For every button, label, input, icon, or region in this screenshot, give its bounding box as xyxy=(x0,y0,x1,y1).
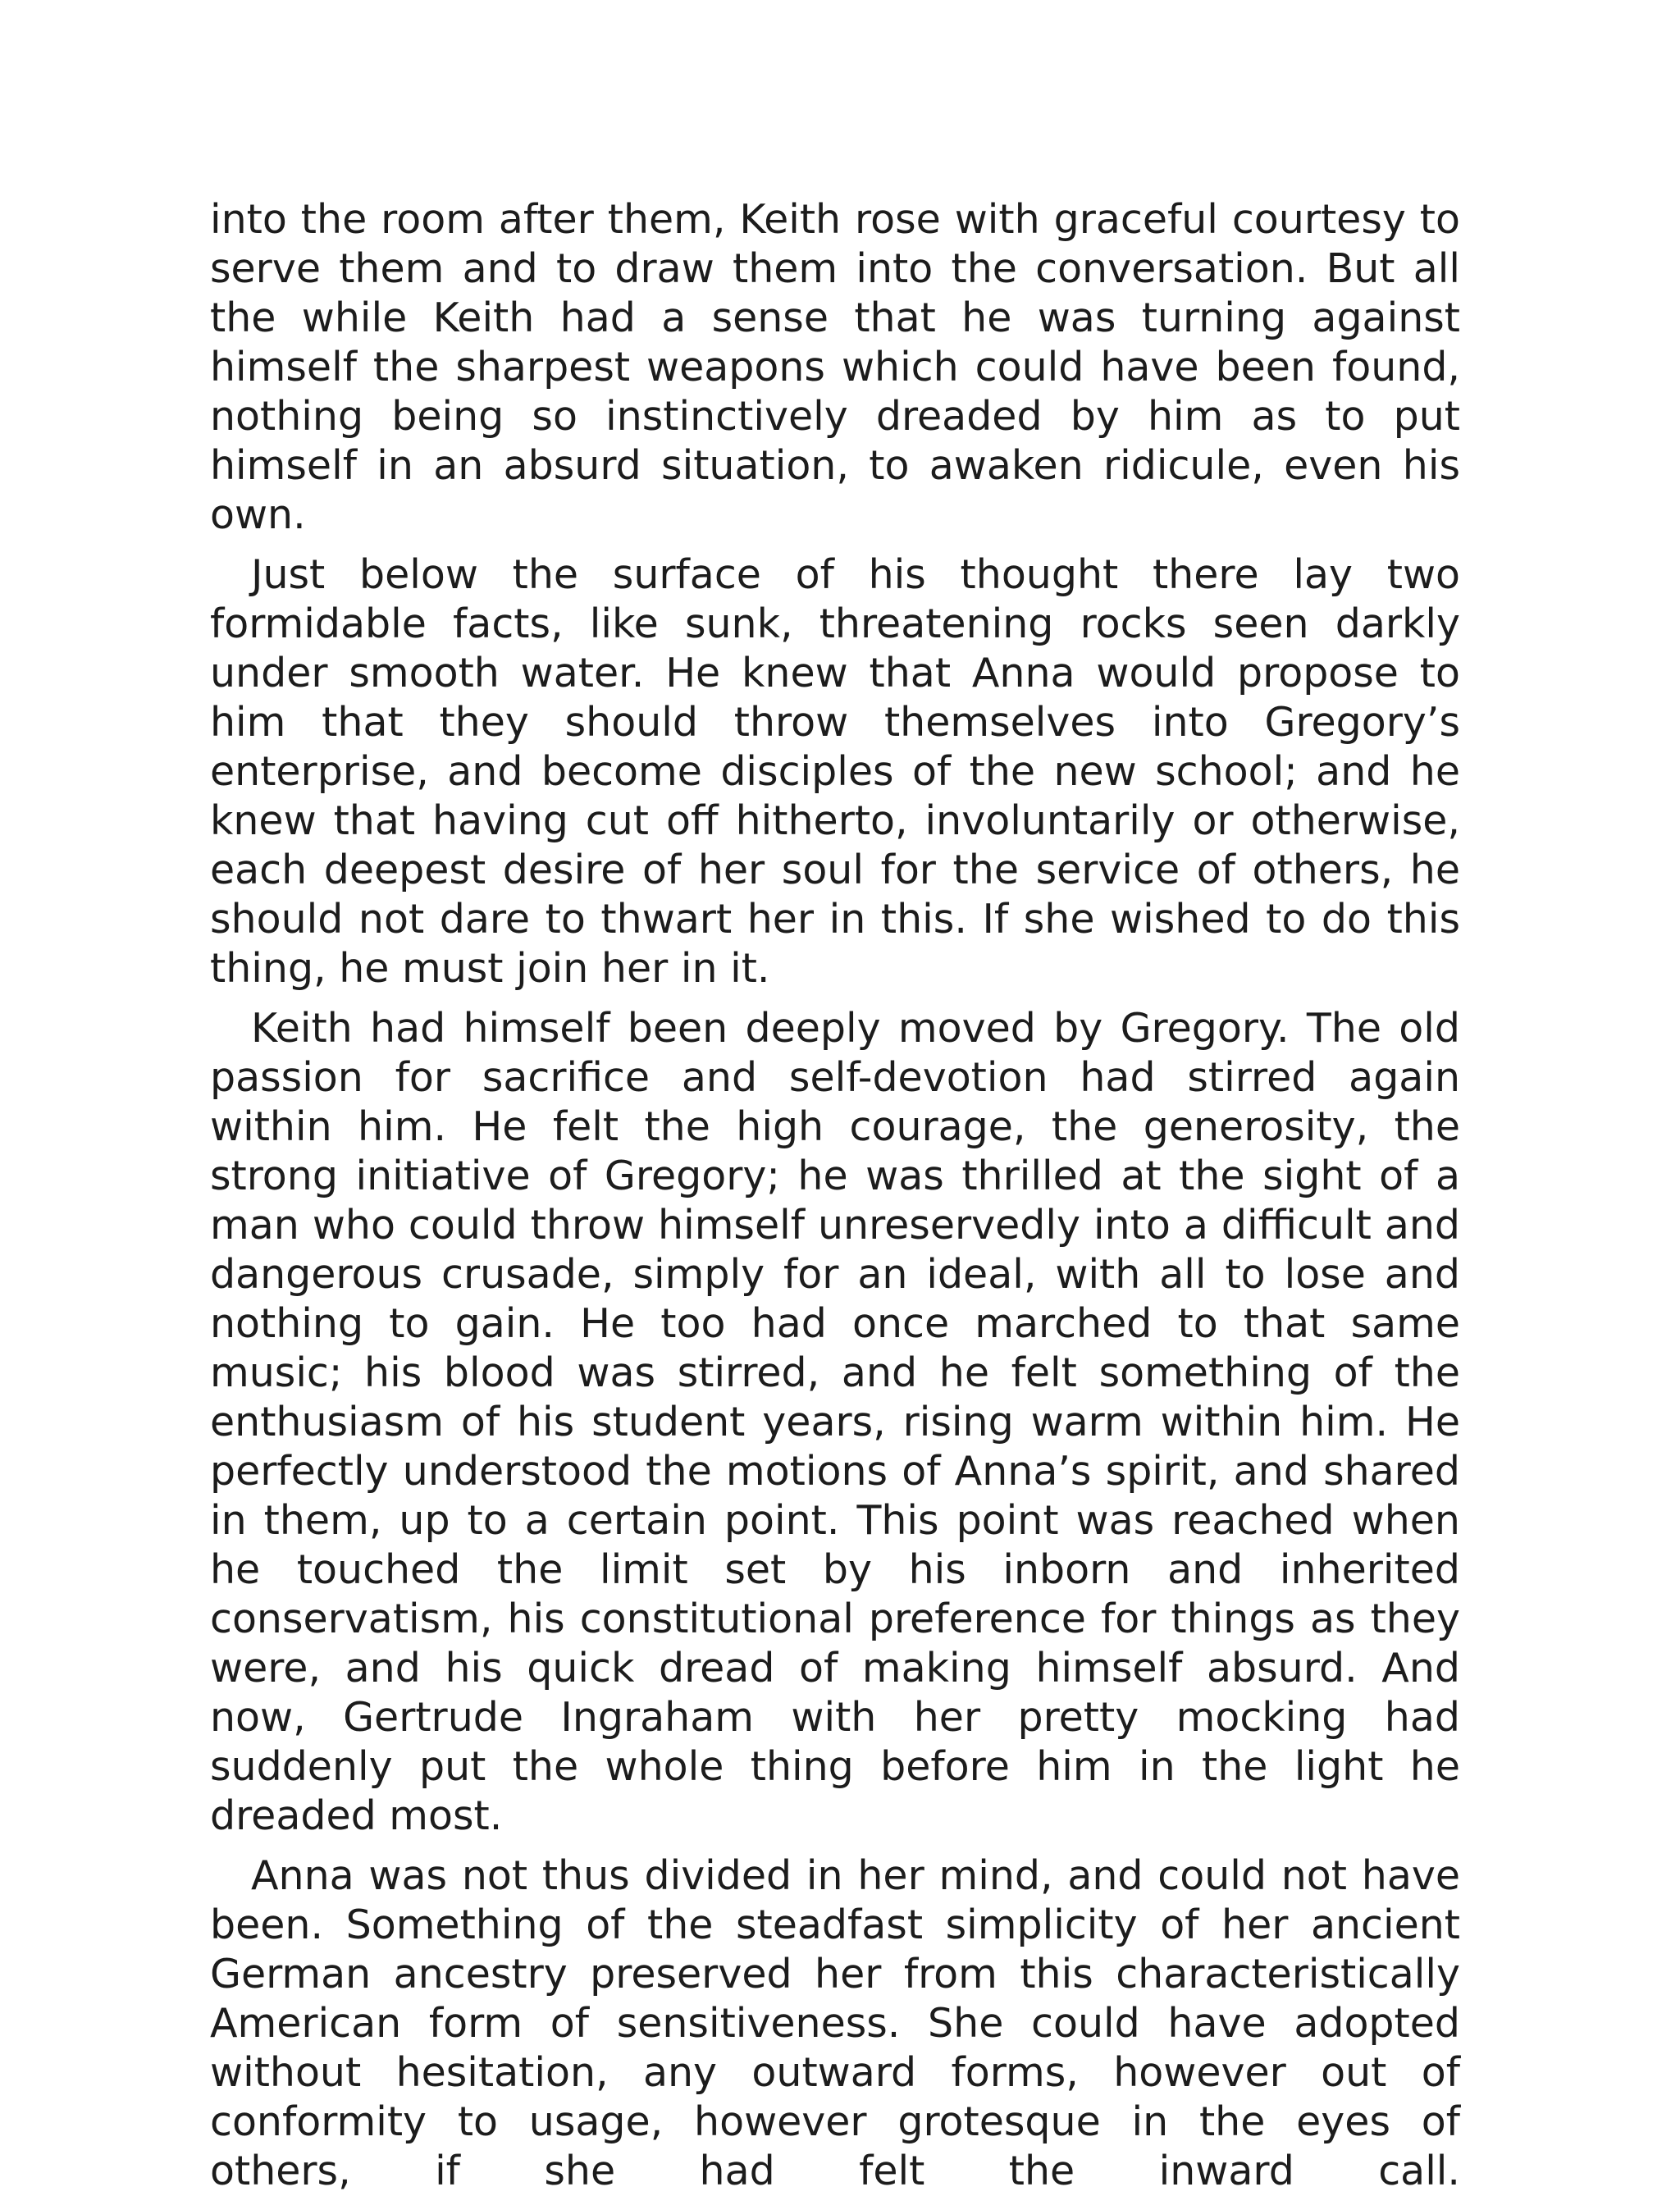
paragraph-3: Keith had himself been deeply moved by Gregory. The old passion for sacrifice and self-devotion had stirred again within him. He felt the high courage, the generosity, the strong initiative of Gregory; he was thrilled at the sight of a man who could throw himself unreservedly into a difficult and dangerous crusade, simply for an ideal, with all to lose and nothing to gain. He too had once marched to that same music; his blood was stirred, and he felt something of the enthusiasm of his student years, rising warm within him. He perfectly understood the motions of Anna’s spirit, and shared in them, up to a certain point. This point was reached when he touched the limit set by his inborn and inherited conservatism, his constitutional preference for things as they were, and his quick dread of making himself absurd. And now, Gertrude Ingraham with her pretty mocking had suddenly put the whole thing before him in the light he dreaded most. xyxy=(210,1005,1460,1839)
paragraph-1: into the room after them, Keith rose with graceful courtesy to serve them and to draw them into the conversation. But all the while Keith had a sense that he was turning against himself the sharpest weapons which could have been found, nothing being so instinctively dreaded by him as to put himself in an absurd situation, to awaken ridicule, even his own. xyxy=(210,196,1460,538)
page-body xyxy=(210,195,1460,2196)
paragraph-4: Anna was not thus divided in her mind, and could not have been. Something of the steadfast simplicity of her ancient German ancestry preserved her from this characteristically American form of sensitiveness. She could have adopted without hesitation, any outward forms, however out of conformity to usage, however grotesque in the eyes of others, if she had felt the inward call. xyxy=(210,1852,1460,2194)
paragraph-2: Just below the surface of his thought there lay two formidable facts, like sunk, threatening rocks seen darkly under smooth water. He knew that Anna would propose to him that they should throw themselves into Gregory’s enterprise, and become disciples of the new school; and he knew that having cut off hitherto, involuntarily or otherwise, each deepest desire of her soul for the service of others, he should not dare to thwart her in this. If she wished to do this thing, he must join her in it. xyxy=(210,551,1460,992)
